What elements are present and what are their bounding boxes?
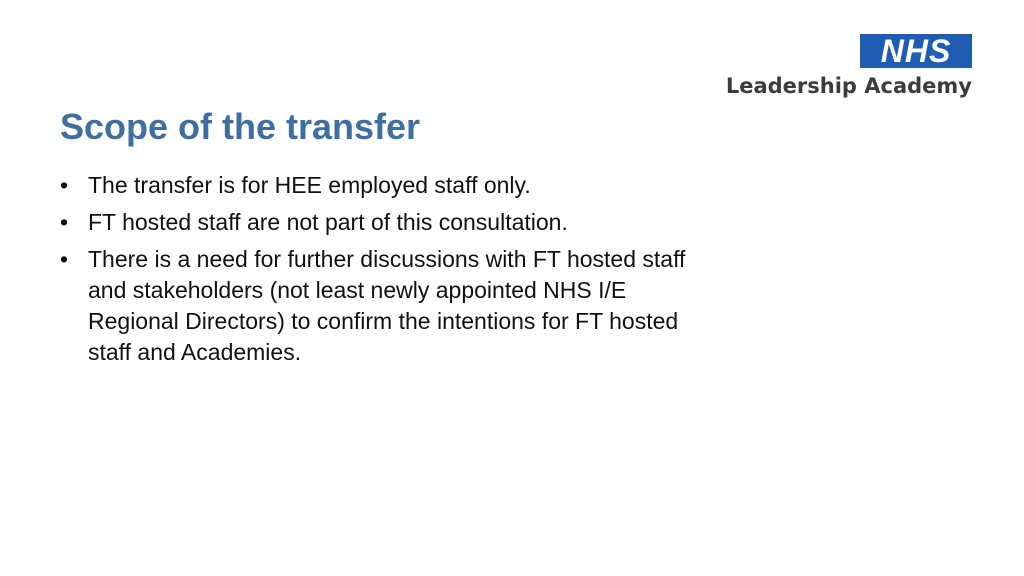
nhs-leadership-academy-logo	[668, 34, 972, 100]
bullet-list	[60, 170, 720, 374]
logo-subtitle: Leadership Academy	[725, 74, 972, 98]
bullet-item: • There is a need for further discussions with FT hosted staff and stakeholders (not least newly appointed NHS I/E Regional Directors) to confirm the intentions for FT hosted staff and Academies.	[60, 244, 720, 368]
nhs-logo-mark: NHS	[860, 34, 972, 68]
bullet-item: • FT hosted staff are not part of this consultation.	[60, 207, 720, 238]
bullet-item: • The transfer is for HEE employed staff only.	[60, 170, 720, 201]
slide-title: Scope of the transfer	[60, 106, 421, 147]
